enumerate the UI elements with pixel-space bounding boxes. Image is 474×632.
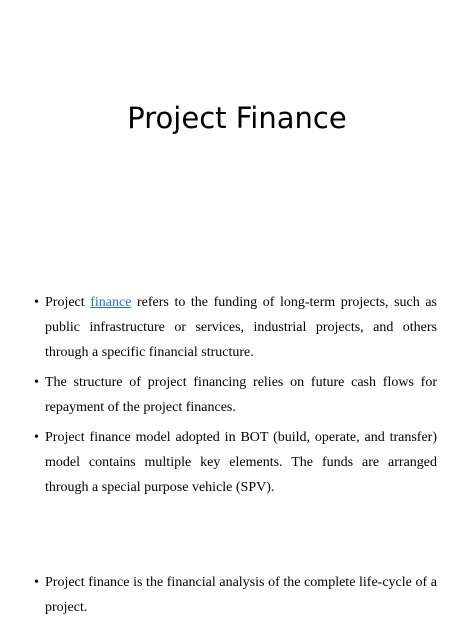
bullet-list-secondary (35, 570, 437, 625)
bullet-icon: • (34, 295, 39, 310)
page-title: Project Finance (127, 101, 347, 135)
bullet-icon: • (34, 430, 39, 445)
bullet-icon: • (34, 575, 39, 590)
bullet-item-life-cycle (35, 570, 437, 620)
bullet-text-after-link: refers to the funding of long-term projects, such as public infrastructure or services, industrial projects, and others through a specific financial structure. (45, 295, 438, 360)
bullet-item-bot-model (35, 425, 437, 500)
bullet-text: Project finance is the financial analysis of the complete life-cycle of a project. (45, 575, 437, 615)
bullet-item-project-finance-definition (35, 290, 437, 365)
bullet-text-before-link: Project (45, 295, 91, 310)
bullet-text: Project finance model adopted in BOT (build, operate, and transfer) model contains multiple key elements. The funds are arranged through a special purpose vehicle (SPV). (45, 430, 437, 495)
bullet-text: The structure of project financing relies on future cash flows for repayment of the project finances. (45, 375, 437, 415)
bullet-item-cash-flows (35, 370, 437, 420)
bullet-list (35, 290, 437, 505)
bullet-icon: • (34, 375, 39, 390)
finance-link[interactable]: finance (90, 295, 132, 310)
